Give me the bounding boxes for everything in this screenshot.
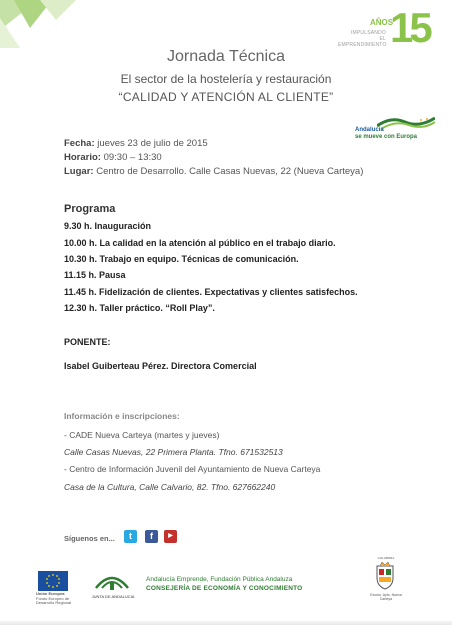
eu-caption-2: Fondo Europeo de Desarrollo Regional: [36, 595, 72, 605]
horario-row: [64, 152, 162, 163]
inscripciones-line: - Centro de Información Juvenil del Ayuntamiento de Nueva Carteya: [64, 464, 321, 474]
fecha-row: [64, 138, 208, 149]
eu-caption: [36, 592, 76, 606]
youtube-icon[interactable]: ▶: [164, 530, 177, 543]
programa-title: Programa: [64, 203, 116, 215]
facebook-icon[interactable]: f: [145, 530, 158, 543]
logo-tagline-1: IMPULSANDO: [350, 30, 386, 36]
ponente-label: PONENTE:: [64, 337, 111, 347]
eu-caption-1: Unión Europea: [36, 591, 65, 596]
lugar-value: Centro de Desarrollo. Calle Casas Nuevas, 22 (Nueva Carteya): [93, 166, 364, 177]
corner-decoration: [0, 0, 80, 48]
andalucia-logo-line2: se mueve con Europa: [355, 134, 418, 140]
lugar-label: Lugar:: [64, 166, 94, 177]
programa-item: 10.30 h. Trabajo en equipo. Técnicas de comunicación.: [64, 254, 299, 264]
andalucia-logo-text: [355, 127, 417, 141]
page-quote-title: “CALIDAD Y ATENCIÓN AL CLIENTE”: [118, 90, 334, 104]
page-title: Jornada Técnica: [167, 48, 285, 65]
horario-label: Horario:: [64, 152, 101, 163]
junta-andalucia-logo-icon: [92, 570, 132, 592]
andalucia-logo-line1: Andalucía: [355, 127, 384, 133]
siguenos-label: Síguenos en...: [64, 534, 115, 543]
inscripciones-line: - CADE Nueva Carteya (martes y jueves): [64, 430, 220, 440]
andalucia-emprende-label: Andalucía Emprende, Fundación Pública Andaluza: [146, 576, 293, 583]
programa-item: 12.30 h. Taller práctico. “Roll Play”.: [64, 303, 215, 313]
inscripciones-line: Calle Casas Nuevas, 22 Primera Planta. Tfno. 671532513: [64, 447, 283, 457]
escudo-caption: Excmo. Ayto. Nueva Carteya: [370, 593, 402, 601]
eu-flag-icon: [38, 571, 68, 591]
bottom-edge: [0, 621, 452, 625]
page-subtitle: El sector de la hostelería y restauración: [120, 72, 332, 86]
twitter-icon[interactable]: t: [124, 530, 137, 543]
programa-item: 9.30 h. Inauguración: [64, 221, 152, 231]
fecha-value: jueves 23 de julio de 2015: [94, 138, 208, 149]
consejeria-label: CONSEJERÍA DE ECONOMÍA Y CONOCIMIENTO: [146, 585, 303, 592]
fecha-label: Fecha:: [64, 138, 95, 149]
ponente-name: Isabel Guiberteau Pérez. Directora Comercial: [64, 361, 257, 371]
programa-item: 10.00 h. La calidad en la atención al público en el trabajo diario.: [64, 238, 336, 248]
logo-tagline-2: EL EMPRENDIMIENTO: [338, 36, 387, 48]
logo-number: 15: [390, 4, 429, 51]
horario-value: 09:30 – 13:30: [100, 152, 162, 163]
inscripciones-line: Casa de la Cultura, Calle Calvario, 82. Tfno. 627662240: [64, 482, 276, 492]
logo-anos-label: AÑOS: [370, 18, 394, 27]
escudo-nueva-carteya-icon: [374, 560, 396, 590]
programa-item: 11.45 h. Fidelización de clientes. Expectativas y clientes satisfechos.: [64, 287, 358, 297]
inscripciones-title: Información e inscripciones:: [64, 411, 180, 421]
andalucia-europa-logo: [355, 116, 435, 148]
logo-tagline: [338, 30, 386, 48]
lugar-row: [64, 166, 363, 177]
junta-caption: JUNTA DE ANDALUCIA: [91, 594, 135, 599]
cade-15-anos-logo: [338, 4, 448, 52]
programa-item: 11.15 h. Pausa: [64, 270, 126, 280]
colabora-label: COLABORA: [377, 556, 395, 560]
